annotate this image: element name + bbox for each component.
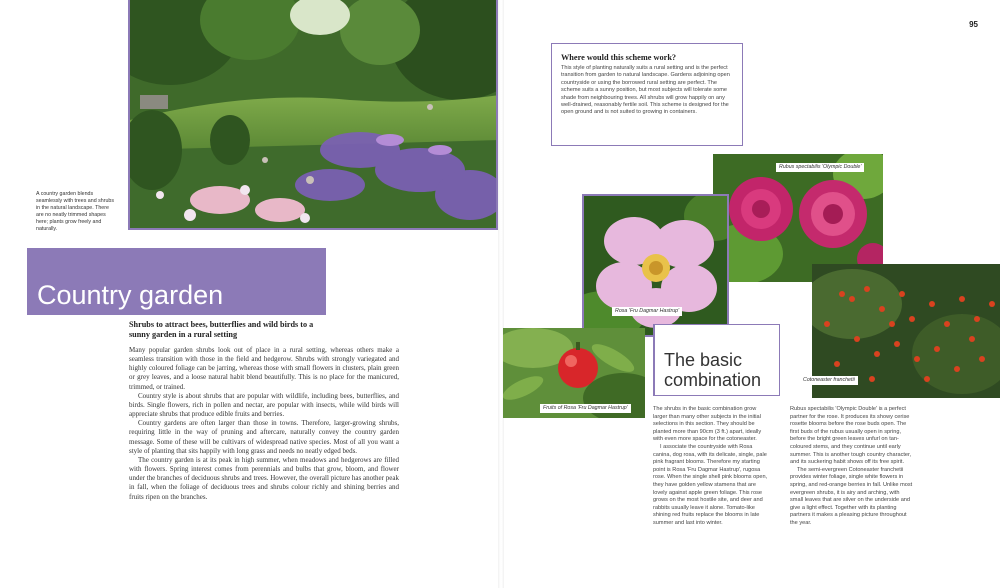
combination-title-line: combination xyxy=(664,370,762,390)
where-box-title: Where would this scheme work? xyxy=(561,53,677,62)
combination-column-right xyxy=(790,406,914,528)
intro-paragraph: Many popular garden shrubs look out of place in a rural setting, whereas others make a seamless transition with those in the field and hedgerow. Shrubs with strongly variegated and highly coloured foliage can be jarring, whereas those with small flowers in clusters, plain green or grey leaves, and a loose natural habit blend beautifully. This is no place for the manicured, trimmed, or trained. xyxy=(129,346,399,391)
where-box-body: This style of planting naturally suits a rural setting and is the perfect transition from garden to natural landscape. Gardens adjoining open countryside or using the borrowed rural setting are perfect. The scheme suits a sunny position, but most subjects will tolerate some shade from neighbouring trees. All shrubs will grow happily on any well-drained, reasonably fertile soil. This scheme is designed for the open ground and is not suited to growing in containers. xyxy=(561,65,730,116)
page-subtitle: Shrubs to attract bees, butterflies and wild birds to a sunny garden in a rural setting xyxy=(129,320,314,339)
page-number: 95 xyxy=(969,20,978,29)
combination-title xyxy=(664,350,761,390)
cotoneaster-label: Cotoneaster franchetii xyxy=(800,376,858,385)
intro-paragraph: The country garden is at its peak in high summer, when meadows and hedgerows are filled with flowers. Spring interest comes from perennials and bulbs that grow, bloom, and flower under the branches of deciduous shrubs and trees. However, the overall picture has another peak in fall, when the foliage of deciduous trees and shrubs colour richly and shining berries and fruits ripen on the branches. xyxy=(129,455,399,501)
rose-hip-label: Fruits of Rosa 'Fru Dagmar Hastrup' xyxy=(540,404,631,413)
combination-paragraph: The semi-evergreen Cotoneaster franchetii provides winter foliage, single white flowers in spring, and red-orange berries in fall. Unlike most evergreen shrubs, it is airy and arching, with small leaves that are silver on the underside and give a light effect. Together with its planting partners it makes a pleasing picture throughout the year. xyxy=(790,466,913,526)
intro-paragraph: Country style is about shrubs that are popular with wildlife, including bees, butterflies, and birds. Single flowers, rich in pollen and nectar, are popular with insects, while wild birds will appreciate shrubs that produce edible fruits and berries. xyxy=(129,391,399,419)
rubus-label: Rubus spectabilis 'Olympic Double' xyxy=(776,163,864,172)
combination-paragraph: Rubus spectabilis 'Olympic Double' is a perfect partner for the rose. It produces its showy cerise rosette blooms before the rose buds open. The first buds of the rubus usually open in spring, before the bright green leaves unfurl on tan-coloured stems, and they continue until early summer. This is another tough country character, and its suckering habit shows off its free spirit. xyxy=(790,406,912,466)
country-garden-photo xyxy=(128,0,498,230)
rosa-label: Rosa 'Fru Dagmar Hastrup' xyxy=(612,307,682,316)
where-scheme-box xyxy=(551,43,743,146)
rubus-photo xyxy=(713,154,883,282)
combination-paragraph: I associate the countryside with Rosa canina, dog rosa, with its delicate, single, pale pink fragrant blooms. Therefore my starting point is Rosa 'Fru Dagmar Hastrup', rugosa rose. When the single shell pink blooms open, they have golden yellow stamens that are lovely against apple green foliage. This rose grows on the most hostile site, and deer and rabbits usually leave it alone. Tomato-like shining red fruits replace the blooms in late summer and last into winter. xyxy=(653,443,768,526)
intro-paragraph: Country gardens are often larger than those in towns. Therefore, larger-growing shrubs, requiring little in the way of pruning and aftercare, naturally convey the country garden message. Some of these will be cultivars of widespread native species. Most of all you want a style of planting that sits happily with long grass and needs no neatly edged beds. xyxy=(129,419,399,455)
combination-column-left xyxy=(653,406,771,528)
intro-text xyxy=(129,346,399,502)
combination-title-line: The basic xyxy=(664,350,743,370)
combination-title-rule xyxy=(653,324,655,396)
garden-photo-caption: A country garden blends seamlessly with trees and shrubs in the natural landscape. There are no neatly trimmed shapes here; plants grow freely and naturally. xyxy=(36,191,115,232)
combination-paragraph: The shrubs in the basic combination grow larger than many other subjects in the initial selections in this section. They should be planted more than 90cm (3 ft.) apart, ideally with even more space for the cotoneaster. xyxy=(653,406,762,443)
page-gutter xyxy=(498,0,504,588)
page-title: Country garden xyxy=(37,280,224,310)
